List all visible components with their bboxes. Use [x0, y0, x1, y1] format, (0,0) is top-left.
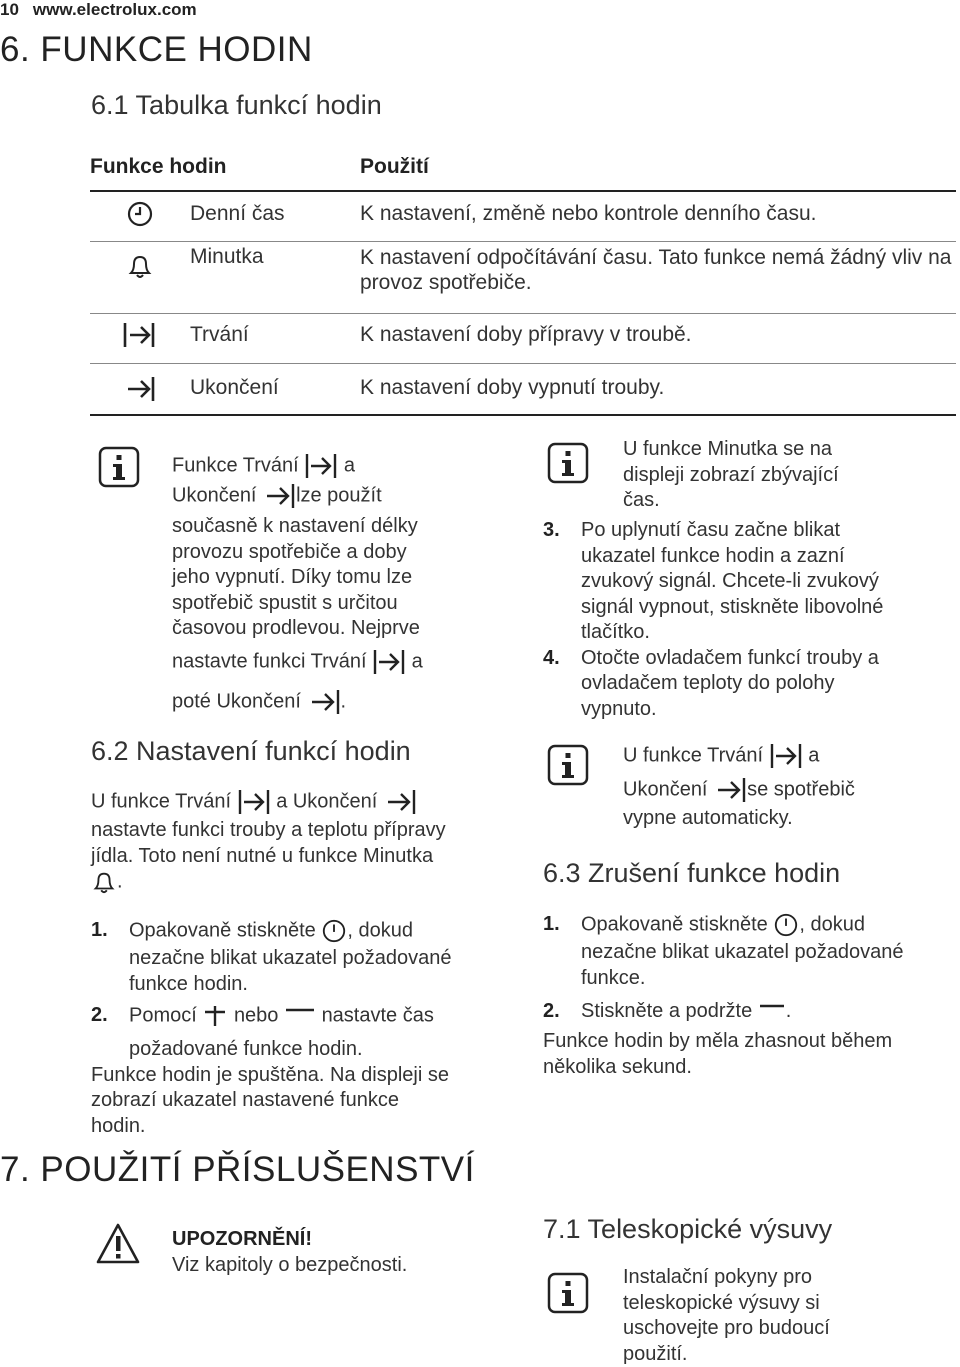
section-6-title: 6. FUNKCE HODIN: [0, 30, 313, 69]
section-6-3-steps: 1. Opakovaně stiskněte , dokud nezačne blikat ukazatel požadované funkce. 2. Stiskněte a podržte . Funkce hodin by měla zhasnout během několika sekund.: [543, 913, 904, 1078]
table-header-row: [90, 146, 956, 191]
table-row: [90, 363, 956, 415]
minus-icon: [284, 1006, 316, 1026]
end-time-icon: [307, 688, 341, 716]
table-row: [90, 191, 956, 241]
function-use: K nastavení doby vypnutí trouby.: [360, 363, 956, 415]
warning-title: UPOZORNĚNÍ!: [172, 1228, 312, 1250]
duration-icon: [122, 320, 158, 350]
info-icon: [547, 744, 589, 786]
function-use: K nastavení doby přípravy v troubě.: [360, 313, 956, 363]
function-name: Denní čas: [190, 191, 360, 241]
bell-icon: [91, 869, 117, 895]
function-use: K nastavení, změně nebo kontrole denního času.: [360, 191, 956, 241]
duration-icon: [769, 742, 803, 770]
page-number: 10: [0, 0, 19, 19]
info-note-timer: U funkce Minutka se na displeji zobrazí zbývající čas.: [623, 438, 839, 511]
info-note-auto-off: U funkce Trvání a Ukončení se spotřebič vypne automaticky.: [623, 742, 923, 832]
clock-icon: [126, 200, 154, 228]
clock-button-icon: [321, 918, 347, 944]
end-time-icon: [713, 776, 747, 804]
info-icon: [547, 1272, 589, 1314]
clock-button-icon: [773, 912, 799, 938]
function-use: K nastavení odpočítávání času. Tato funkce nemá žádný vliv na provoz spotřebiče.: [360, 241, 956, 313]
info-icon: [547, 442, 589, 484]
section-6-3-title: 6.3 Zrušení funkce hodin: [543, 858, 841, 888]
duration-icon: [304, 452, 338, 480]
bell-icon: [126, 252, 154, 280]
duration-icon: [237, 788, 271, 816]
warning-icon: [96, 1222, 140, 1266]
clock-functions-table: [90, 146, 956, 416]
info-note-duration-end: Funkce Trvání a Ukončení lze použít současně k nastavení délky provozu spotřebiče a doby jeho vypnutí. Díky tomu lze spotřebič spustit s určitou časovou prodlevou. Nejprve nastavte funkci Trvání a poté Ukončení .: [172, 452, 472, 716]
warning-text: Viz kapitoly o bezpečnosti.: [172, 1254, 408, 1276]
section-7-title: 7. POUŽITÍ PŘÍSLUŠENSTVÍ: [0, 1150, 475, 1189]
end-time-icon: [122, 374, 158, 404]
table-header-usage: Použití: [360, 146, 956, 191]
section-6-2-body: U funkce Trvání a Ukončení nastavte funkci trouby a teplotu přípravy jídla. Toto není nutné u funkce Minutka .: [91, 788, 511, 895]
info-note-telescopic: Instalační pokyny pro teleskopické výsuvy si uschovejte pro budoucí použití.: [623, 1266, 830, 1365]
section-6-1-title: 6.1 Tabulka funkcí hodin: [91, 90, 382, 120]
section-6-2-steps-continued: 3. Po uplynutí času začne blikat ukazatel funkce hodin a zazní zvukový signál. Chcete-li zvukový signál vypnout, stiskněte libovolné tlačítko. 4. Otočte ovladačem funkcí trouby a ovladačem teploty do polohy vypnuto.: [543, 519, 884, 720]
end-time-icon: [262, 482, 296, 510]
end-time-icon: [383, 788, 417, 816]
duration-icon: [372, 648, 406, 676]
section-6-2-title: 6.2 Nastavení funkcí hodin: [91, 736, 411, 766]
info-icon: [98, 446, 140, 488]
table-header-function: Funkce hodin: [90, 146, 360, 191]
function-name: Minutka: [190, 241, 360, 313]
function-name: Trvání: [190, 313, 360, 363]
minus-icon: [758, 1002, 786, 1022]
function-name: Ukončení: [190, 363, 360, 415]
table-row: [90, 313, 956, 363]
section-6-2-steps: 1. Opakovaně stiskněte , dokud nezačne blikat ukazatel požadované funkce hodin. 2. Pomocí nebo nastavte čas požadované funkce hodin. Funkce hodin je spuštěna. Na displeji se zobrazí ukazatel nastavené funkce hodin.: [91, 919, 452, 1137]
website-link[interactable]: www.electrolux.com: [32, 0, 197, 19]
table-row: [90, 241, 956, 313]
section-7-1-title: 7.1 Teleskopické výsuvy: [543, 1214, 833, 1244]
page-header: [0, 0, 211, 20]
plus-icon: [202, 1003, 228, 1029]
